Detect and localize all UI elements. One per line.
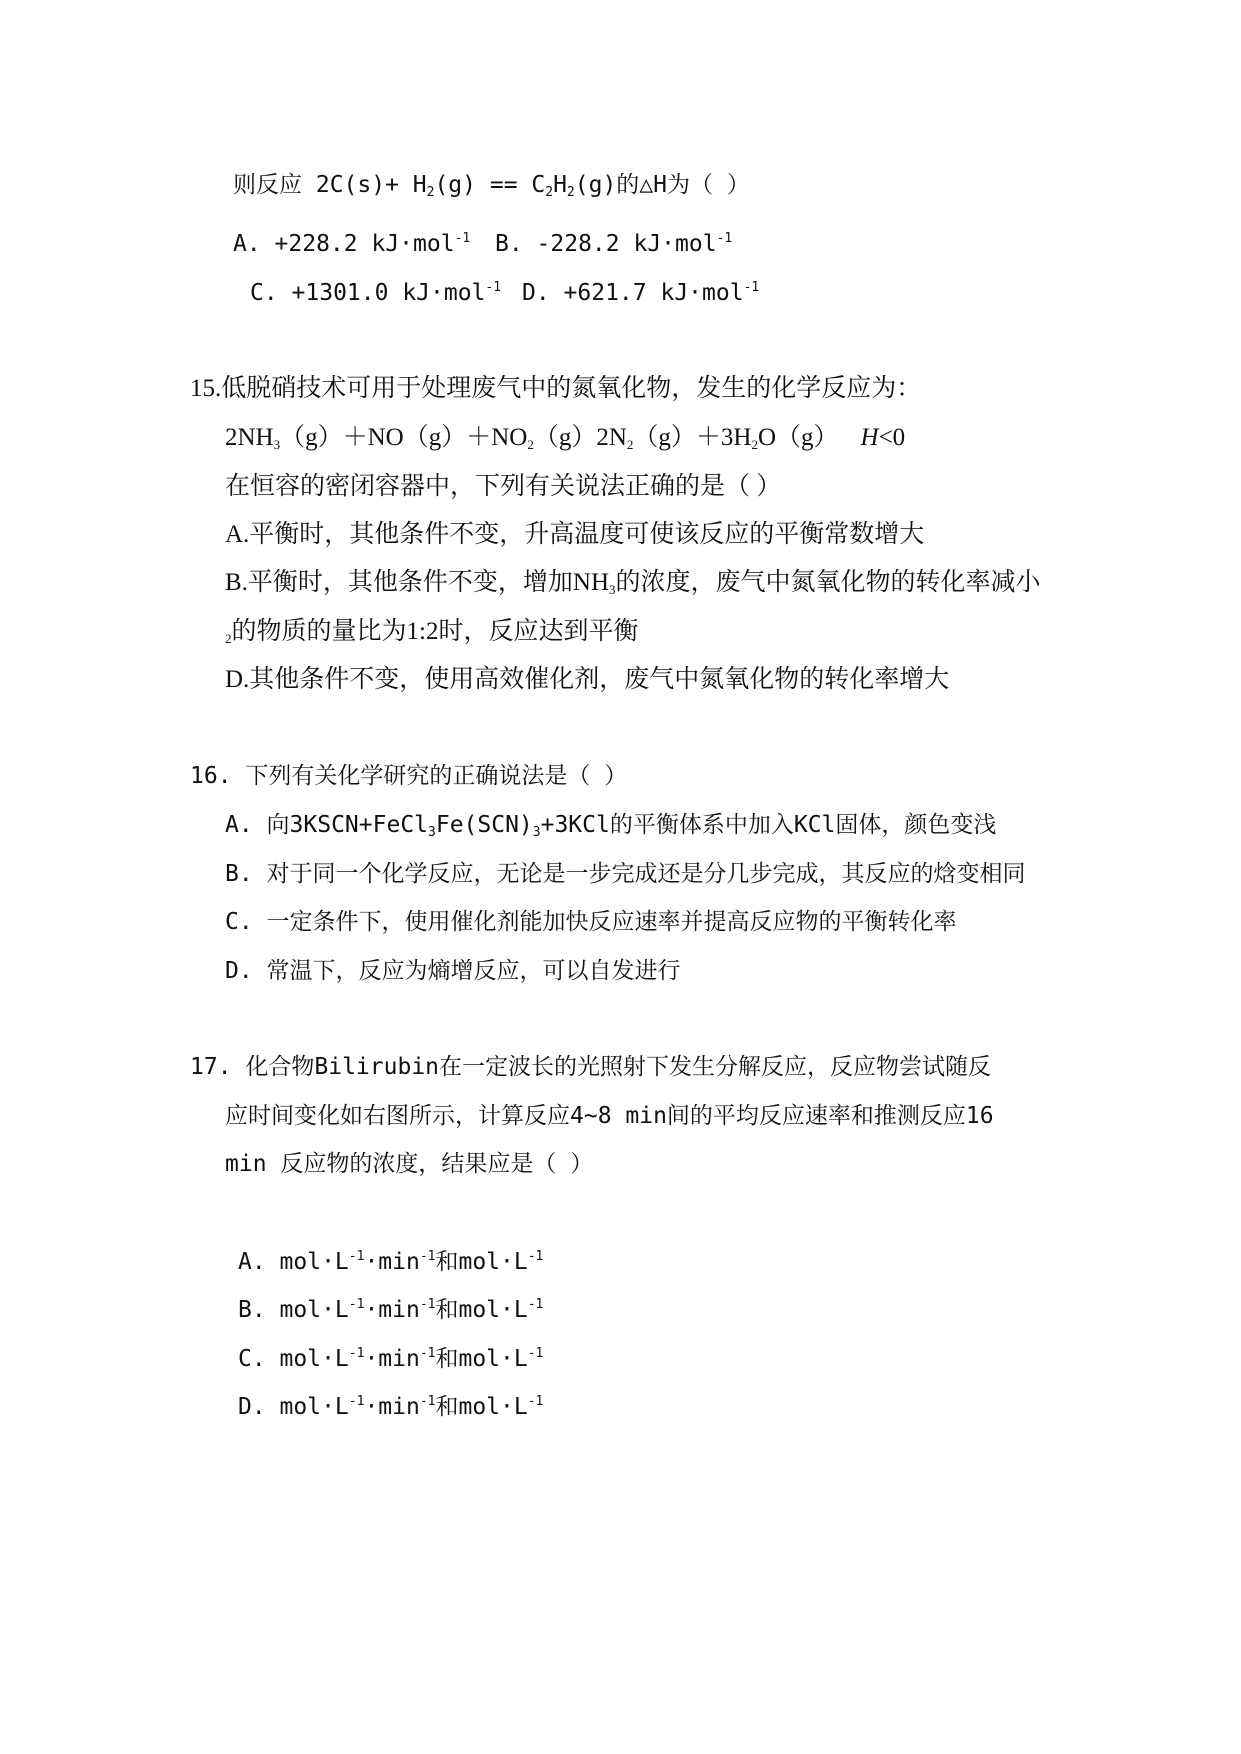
option-label: C. +1301.0 kJ·mol — [250, 280, 486, 306]
option-part: 和mol·L — [435, 1249, 528, 1275]
q17-option-c[interactable] — [238, 1344, 543, 1374]
q14-stem-part: H — [553, 172, 567, 198]
q16-option-b[interactable]: B. 对于同一个化学反应，无论是一步完成还是分几步完成，其反应的焓变相同 — [225, 861, 1026, 887]
option-part: ·min — [364, 1297, 420, 1323]
option-part: D. mol·L — [238, 1394, 349, 1420]
subscript: 2 — [545, 185, 554, 200]
option-part: Fe(SCN) — [435, 812, 533, 838]
option-part: 和mol·L — [435, 1394, 528, 1420]
superscript: -1 — [454, 231, 471, 246]
superscript: -1 — [485, 280, 502, 295]
option-part: A. mol·L — [238, 1249, 349, 1275]
q15-option-a[interactable]: A.平衡时，其他条件不变，升高温度可使该反应的平衡常数增大 — [225, 521, 925, 548]
superscript: -1 — [348, 1297, 365, 1312]
superscript: -1 — [419, 1297, 436, 1312]
q16-option-c[interactable]: C. 一定条件下，使用催化剂能加快反应速率并提高反应物的平衡转化率 — [225, 909, 957, 935]
enthalpy-symbol: H — [860, 424, 879, 451]
q15-equation — [225, 423, 905, 453]
equation-part: <0 — [878, 424, 906, 451]
option-part: C. mol·L — [238, 1346, 349, 1372]
option-part: B.平衡时，其他条件不变，增加NH — [225, 569, 610, 596]
q14-stem — [233, 170, 750, 200]
q14-option-a[interactable] — [233, 229, 470, 259]
q15-option-c[interactable] — [225, 617, 638, 647]
subscript: 2 — [751, 437, 758, 452]
q17-option-b[interactable] — [238, 1295, 543, 1325]
superscript: -1 — [419, 1249, 436, 1264]
superscript: -1 — [348, 1346, 365, 1361]
subscript: 3 — [428, 825, 436, 840]
superscript: -1 — [419, 1346, 436, 1361]
option-part: 的浓度，废气中氮氧化物的转化率减小 — [615, 569, 1041, 596]
q14-option-d[interactable] — [522, 278, 759, 308]
q16-option-a[interactable] — [225, 810, 996, 840]
q15-condition: 在恒容的密闭容器中，下列有关说法正确的是（ ） — [225, 473, 782, 500]
q14-option-b[interactable] — [495, 229, 732, 259]
option-part: 的物质的量比为1:2时，反应达到平衡 — [231, 618, 639, 645]
subscript: 2 — [626, 437, 634, 452]
q14-stem-part: (g)的△H为（ ） — [574, 172, 750, 198]
superscript: -1 — [716, 231, 733, 246]
option-part: ·min — [364, 1394, 420, 1420]
superscript: -1 — [527, 1346, 544, 1361]
option-part: B. mol·L — [238, 1297, 349, 1323]
superscript: -1 — [348, 1394, 365, 1409]
superscript: -1 — [743, 280, 760, 295]
option-part: ·min — [364, 1346, 420, 1372]
superscript: -1 — [527, 1249, 544, 1264]
superscript: -1 — [419, 1394, 436, 1409]
superscript: -1 — [348, 1249, 365, 1264]
q16-title: 16. 下列有关化学研究的正确说法是（ ） — [190, 763, 628, 789]
option-part: A. 向3KSCN+FeCl — [225, 812, 429, 838]
equation-part: 2NH — [225, 424, 274, 451]
option-label: A. +228.2 kJ·mol — [233, 231, 455, 257]
q15-option-d[interactable]: D.其他条件不变，使用高效催化剂，废气中氮氧化物的转化率增大 — [225, 666, 950, 693]
superscript: -1 — [527, 1394, 544, 1409]
q15-option-b[interactable] — [225, 568, 1041, 598]
equation-part: （g）＋3H — [633, 424, 752, 451]
subscript: 2 — [566, 185, 575, 200]
superscript: -1 — [527, 1297, 544, 1312]
subscript: 2 — [225, 631, 232, 646]
q14-option-c[interactable] — [250, 278, 501, 308]
q17-stem-line2: 应时间变化如右图所示，计算反应4~8 min间的平均反应速率和推测反应16 — [225, 1103, 994, 1129]
q14-stem-part: (g) == C — [434, 172, 546, 198]
option-part: 和mol·L — [435, 1346, 528, 1372]
option-label: B. -228.2 kJ·mol — [495, 231, 717, 257]
equation-part: （g）2N — [533, 424, 627, 451]
subscript: 3 — [273, 437, 281, 452]
subscript: 3 — [532, 825, 541, 840]
option-part: ·min — [364, 1249, 420, 1275]
subscript: 3 — [609, 582, 616, 597]
equation-part: （g）＋NO（g）＋NO — [280, 424, 528, 451]
option-label: D. +621.7 kJ·mol — [522, 280, 744, 306]
q17-stem-line1: 17. 化合物Bilirubin在一定波长的光照射下发生分解反应，反应物尝试随反 — [190, 1054, 992, 1080]
option-part: +3KCl的平衡体系中加入KCl固体，颜色变浅 — [540, 812, 997, 838]
q17-option-d[interactable] — [238, 1392, 543, 1422]
option-part: 和mol·L — [435, 1297, 528, 1323]
q16-option-d[interactable]: D. 常温下，反应为熵增反应，可以自发进行 — [225, 958, 681, 984]
q14-stem-part: 则反应 2C(s)+ H — [233, 172, 427, 198]
q17-option-a[interactable] — [238, 1247, 543, 1277]
equation-part: O（g） — [757, 424, 839, 451]
subscript: 2 — [426, 185, 435, 200]
q15-title: 15.低脱硝技术可用于处理废气中的氮氧化物，发生的化学反应为： — [190, 375, 922, 402]
subscript: 2 — [527, 437, 534, 452]
q17-stem-line3: min 反应物的浓度，结果应是（ ） — [225, 1151, 594, 1177]
